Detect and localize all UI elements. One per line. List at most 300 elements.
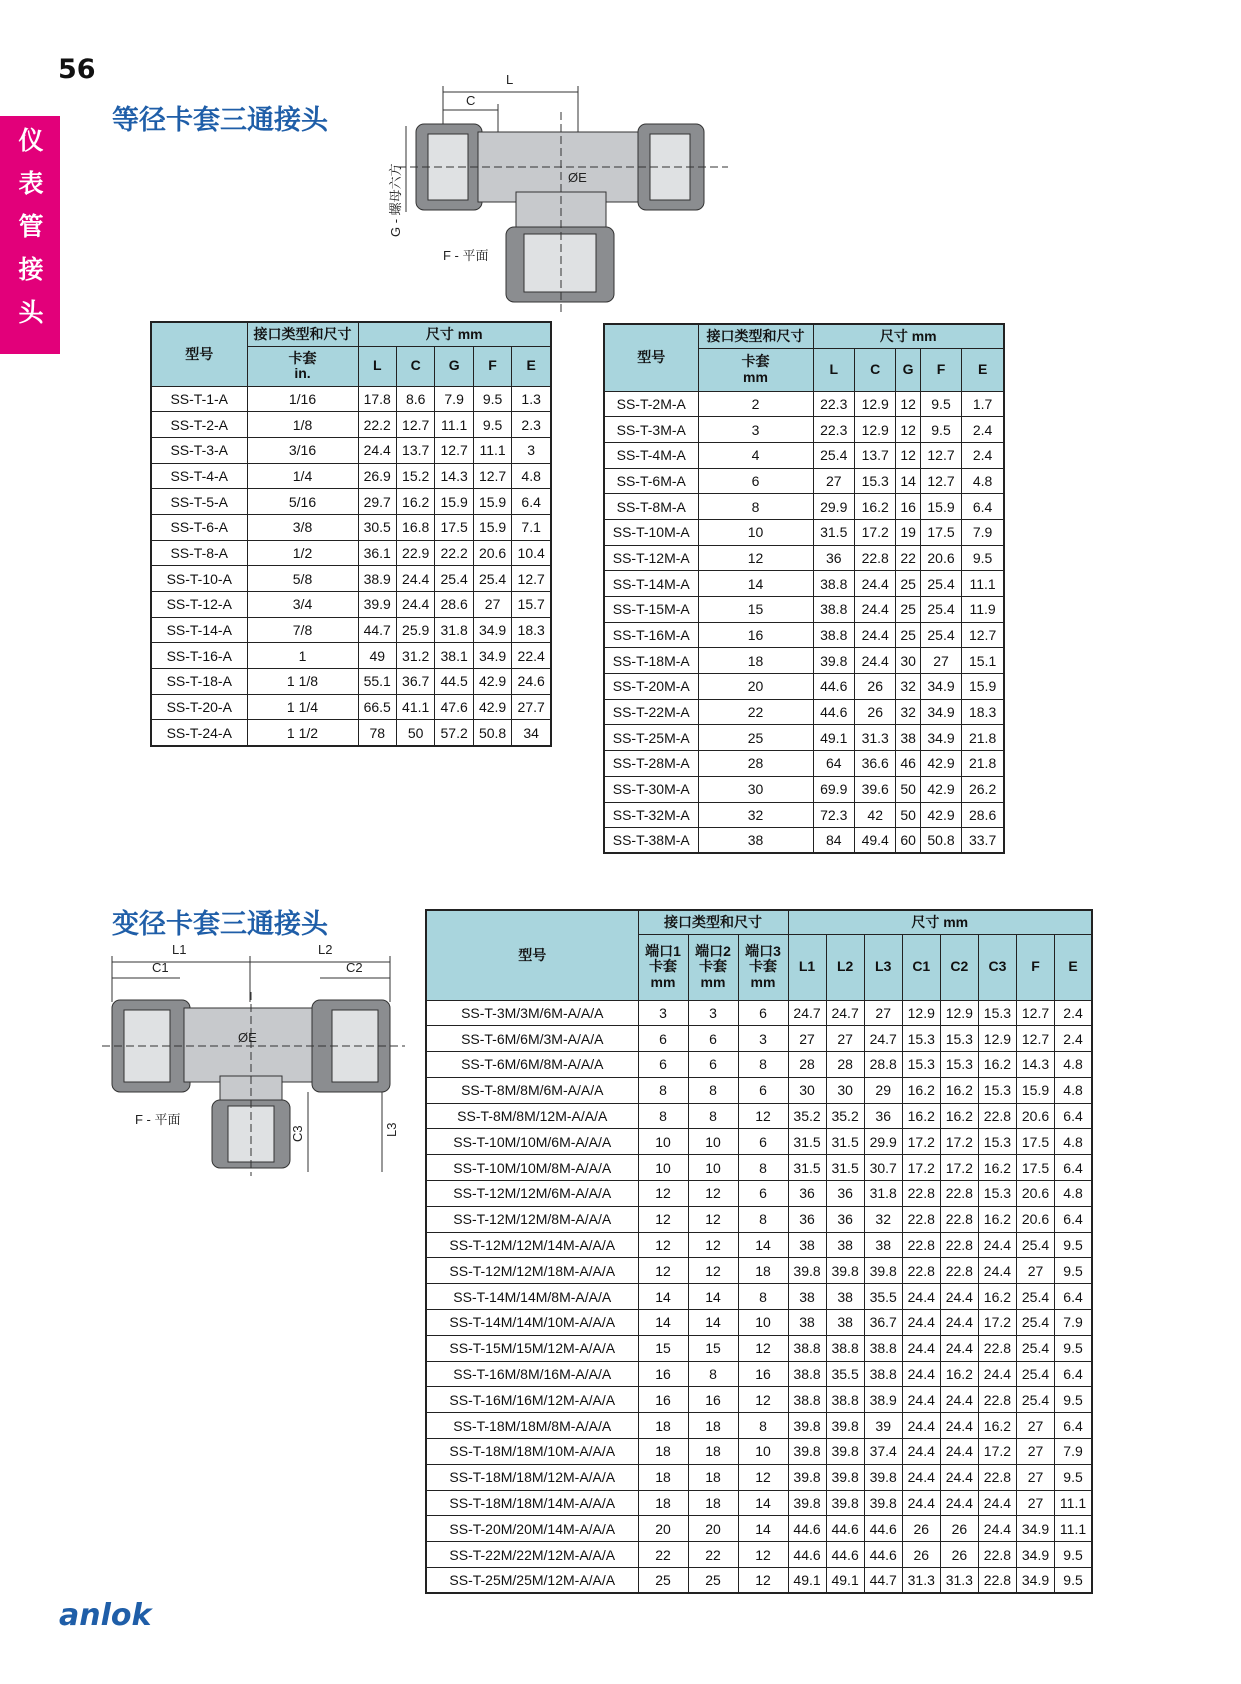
cell-value: 39.8 [788,1413,826,1439]
cell-value: 29 [864,1077,902,1103]
col-port3-line: mm [750,973,776,990]
cell-value: 38.8 [813,622,854,648]
side-tab-char: 头 [18,298,44,327]
cell-value: 36 [826,1206,864,1232]
cell-value: 27 [1016,1413,1054,1439]
cell-value: 24.4 [902,1335,940,1361]
cell-value: 50.8 [920,828,961,854]
cell-value: 25.4 [435,566,473,592]
cell-value: 47.6 [435,694,473,720]
cell-value: 22.9 [396,540,434,566]
cell-value: 39.8 [788,1439,826,1465]
col-F: F [920,348,961,391]
cell-value: 24.4 [358,437,396,463]
section1-title: 等径卡套三通接头 [112,105,328,136]
cell-value: 12.7 [920,442,961,468]
cell-model: SS-T-2-A [151,412,247,438]
col-port1 [638,934,688,1000]
col-C1: C1 [902,934,940,1000]
cell-value: 22.3 [813,417,854,443]
cell-value: 16.2 [854,494,895,520]
cell-value: 16.2 [902,1077,940,1103]
cell-value: 12 [638,1206,688,1232]
cell-model: SS-T-6M/6M/8M-A/A/A [426,1052,638,1078]
cell-value: 44.6 [813,674,854,700]
cell-value: 38.8 [826,1335,864,1361]
cell-value: 24.4 [940,1413,978,1439]
col-iface: 接口类型和尺寸 [698,324,813,348]
col-L1: L1 [788,934,826,1000]
col-port3 [738,934,788,1000]
cell-value: 6 [688,1052,738,1078]
cell-value: 2.4 [962,442,1004,468]
cell-value: 35.5 [864,1284,902,1310]
cell-value: 24.4 [854,648,895,674]
cell-model: SS-T-3-A [151,437,247,463]
col-iface: 接口类型和尺寸 [247,322,358,346]
cell-value: 16.2 [978,1413,1016,1439]
table-row [426,1310,1092,1336]
cell-value: 12 [638,1232,688,1258]
cell-value: 14.3 [1016,1052,1054,1078]
cell-value: 20 [688,1516,738,1542]
cell-value: 31.5 [813,519,854,545]
cell-value: 24.4 [978,1258,1016,1284]
cell-model: SS-T-12M/12M/18M-A/A/A [426,1258,638,1284]
table-row [604,622,1004,648]
col-E: E [512,346,551,386]
cell-model: SS-T-12-A [151,592,247,618]
col-dims: 尺寸 mm [813,324,1004,348]
cell-value: 16 [698,622,813,648]
cell-value: 60 [896,828,920,854]
cell-value: 36.1 [358,540,396,566]
cell-value: 36 [826,1181,864,1207]
cell-model: SS-T-4M-A [604,442,698,468]
cell-value: 6 [638,1026,688,1052]
cell-value: 12.7 [1016,1026,1054,1052]
cell-value: 12 [698,545,813,571]
cell-value: 2.4 [1055,1000,1092,1026]
table-row [151,463,551,489]
cell-value: 38.1 [435,643,473,669]
equal-tee-mm-table [603,323,1005,854]
cell-value: 27 [1016,1464,1054,1490]
cell-value: 22 [638,1542,688,1568]
cell-value: 27 [788,1026,826,1052]
cell-value: 2.4 [1055,1026,1092,1052]
cell-value: 49.4 [854,828,895,854]
cell-value: 24.4 [396,592,434,618]
cell-value: 32 [896,674,920,700]
cell-value: 26.9 [358,463,396,489]
cell-value: 50 [396,720,434,746]
table-row [426,1361,1092,1387]
cell-value: 38 [826,1310,864,1336]
cell-value: 25.4 [1016,1335,1054,1361]
cell-value: 12 [688,1232,738,1258]
cell-value: 8 [738,1052,788,1078]
cell-value: 34 [512,720,551,746]
col-F: F [1016,934,1054,1000]
cell-value: 12.9 [854,417,895,443]
col-port3-line: 端口3 [745,942,781,959]
dim-L1: L1 [172,942,187,957]
cell-value: 31.3 [854,725,895,751]
cell-value: 16.2 [396,489,434,515]
col-E: E [1055,934,1092,1000]
cell-value: 9.5 [1055,1542,1092,1568]
cell-value: 15.9 [435,489,473,515]
cell-value: 8 [698,494,813,520]
cell-value: 36 [788,1206,826,1232]
cell-value: 4.8 [1055,1181,1092,1207]
cell-value: 25.4 [473,566,511,592]
cell-value: 9.5 [962,545,1004,571]
col-port2-line: mm [700,973,726,990]
cell-value: 24.4 [396,566,434,592]
cell-value: 22.8 [978,1568,1016,1594]
cell-value: 17.5 [435,514,473,540]
col-F: F [473,346,511,386]
col-G: G [896,348,920,391]
cell-value: 38.8 [826,1387,864,1413]
cell-value: 20.6 [920,545,961,571]
table-row [151,643,551,669]
cell-value: 18 [638,1490,688,1516]
cell-value: 24.4 [978,1361,1016,1387]
cell-value: 34.9 [473,617,511,643]
cell-value: 26 [940,1542,978,1568]
table-row [604,417,1004,443]
cell-value: 16.2 [978,1052,1016,1078]
cell-value: 36 [788,1181,826,1207]
cell-value: 66.5 [358,694,396,720]
col-port1-line: mm [650,973,676,990]
cell-value: 27 [1016,1439,1054,1465]
cell-value: 6.4 [1055,1103,1092,1129]
cell-value: 4.8 [1055,1129,1092,1155]
cell-value: 10 [688,1155,738,1181]
cell-value: 16.8 [396,514,434,540]
cell-value: 3/8 [247,514,358,540]
col-port3-line: 卡套 [749,958,777,975]
cell-value: 28 [826,1052,864,1078]
cell-value: 24.4 [940,1310,978,1336]
cell-value: 6.4 [512,489,551,515]
cell-value: 28.6 [962,802,1004,828]
cell-value: 24.4 [854,597,895,623]
table-row [426,1335,1092,1361]
cell-value: 30 [698,776,813,802]
cell-model: SS-T-18M/18M/12M-A/A/A [426,1464,638,1490]
cell-model: SS-T-8M/8M/12M-A/A/A [426,1103,638,1129]
cell-model: SS-T-22M/22M/12M-A/A/A [426,1542,638,1568]
col-model: 型号 [426,910,638,1000]
cell-value: 15.3 [978,1181,1016,1207]
table-row [151,617,551,643]
col-L: L [358,346,396,386]
cell-model: SS-T-18M/18M/10M-A/A/A [426,1439,638,1465]
cell-value: 42.9 [920,776,961,802]
cell-value: 3 [698,417,813,443]
col-dims: 尺寸 mm [358,322,551,346]
cell-model: SS-T-16-A [151,643,247,669]
cell-value: 1 [247,643,358,669]
cell-value: 24.4 [940,1335,978,1361]
cell-value: 42.9 [473,694,511,720]
cell-value: 44.6 [813,699,854,725]
cell-value: 27 [1016,1258,1054,1284]
cell-value: 36.7 [864,1310,902,1336]
cell-value: 9.5 [1055,1335,1092,1361]
cell-value: 12 [738,1464,788,1490]
cell-value: 16 [688,1387,738,1413]
cell-value: 18 [638,1439,688,1465]
table-row [604,648,1004,674]
cell-value: 35.2 [826,1103,864,1129]
cell-value: 22.8 [978,1103,1016,1129]
table-row [426,1413,1092,1439]
cell-value: 24.4 [902,1284,940,1310]
cell-value: 44.7 [864,1568,902,1594]
cell-value: 49.1 [813,725,854,751]
cell-value: 12 [638,1181,688,1207]
cell-value: 25 [896,597,920,623]
cell-value: 17.5 [1016,1155,1054,1181]
cell-value: 8 [738,1206,788,1232]
cell-model: SS-T-18M/18M/8M-A/A/A [426,1413,638,1439]
cell-value: 24.4 [940,1284,978,1310]
cell-model: SS-T-15M-A [604,597,698,623]
cell-value: 22.8 [940,1181,978,1207]
cell-value: 39.8 [788,1490,826,1516]
cell-value: 25.4 [1016,1361,1054,1387]
cell-value: 11.1 [435,412,473,438]
cell-value: 31.8 [864,1181,902,1207]
cell-model: SS-T-20M/20M/14M-A/A/A [426,1516,638,1542]
cell-value: 39.8 [864,1464,902,1490]
cell-value: 38 [788,1284,826,1310]
cell-value: 22.2 [435,540,473,566]
cell-value: 30 [896,648,920,674]
cell-value: 44.6 [864,1516,902,1542]
cell-value: 38.9 [358,566,396,592]
cell-value: 14 [638,1310,688,1336]
cell-value: 10.4 [512,540,551,566]
cell-value: 4.8 [512,463,551,489]
reducing-tee-diagram [100,942,410,1178]
cell-value: 16 [896,494,920,520]
cell-value: 11.1 [473,437,511,463]
cell-value: 22.8 [902,1206,940,1232]
side-tab-char: 表 [18,169,44,198]
cell-value: 29.9 [813,494,854,520]
cell-value: 24.4 [902,1464,940,1490]
cell-value: 12 [738,1335,788,1361]
cell-value: 18 [738,1258,788,1284]
cell-value: 12 [896,442,920,468]
cell-value: 24.4 [978,1516,1016,1542]
col-model: 型号 [151,322,247,386]
table-row [604,468,1004,494]
table-row [426,1439,1092,1465]
cell-value: 38.8 [788,1387,826,1413]
equal-tee-diagram [388,72,738,318]
dim-C3: C3 [290,1125,305,1142]
col-ferrule [247,346,358,386]
cell-value: 12 [738,1542,788,1568]
cell-value: 25.4 [1016,1284,1054,1310]
cell-value: 4.8 [1055,1052,1092,1078]
cell-value: 26 [902,1516,940,1542]
cell-model: SS-T-12M-A [604,545,698,571]
col-port2-line: 端口2 [695,942,731,959]
cell-value: 11.1 [962,571,1004,597]
ferrule-label: 卡套 [741,353,770,370]
cell-value: 29.9 [864,1129,902,1155]
cell-value: 12.7 [396,412,434,438]
cell-value: 26 [854,674,895,700]
table-row [151,669,551,695]
dim-L2: L2 [318,942,333,957]
brand-logo: anlok [59,1598,152,1633]
cell-model: SS-T-32M-A [604,802,698,828]
cell-value: 34.9 [920,674,961,700]
cell-value: 39.8 [788,1464,826,1490]
table-row [604,545,1004,571]
cell-value: 9.5 [920,417,961,443]
cell-value: 39.8 [826,1464,864,1490]
cell-value: 15.3 [978,1077,1016,1103]
cell-value: 15.9 [473,489,511,515]
cell-model: SS-T-5-A [151,489,247,515]
cell-value: 24.4 [902,1439,940,1465]
cell-model: SS-T-12M/12M/14M-A/A/A [426,1232,638,1258]
table-row [604,751,1004,777]
cell-value: 18 [638,1464,688,1490]
cell-value: 24.4 [854,622,895,648]
cell-value: 27 [864,1000,902,1026]
cell-value: 30 [788,1077,826,1103]
cell-value: 15 [688,1335,738,1361]
cell-value: 15.3 [978,1129,1016,1155]
unit-in: in. [294,365,311,381]
cell-value: 6.4 [1055,1361,1092,1387]
cell-value: 17.2 [940,1155,978,1181]
cell-value: 15.9 [962,674,1004,700]
cell-value: 12 [738,1103,788,1129]
table-row [426,1077,1092,1103]
cell-value: 6 [738,1129,788,1155]
cell-value: 6.4 [1055,1206,1092,1232]
cell-value: 25 [896,571,920,597]
cell-value: 15.3 [902,1026,940,1052]
cell-value: 25.4 [1016,1387,1054,1413]
cell-value: 22.8 [902,1258,940,1284]
cell-value: 14 [698,571,813,597]
cell-model: SS-T-10M-A [604,519,698,545]
cell-value: 9.5 [1055,1232,1092,1258]
table-row [151,540,551,566]
side-tab [0,116,60,354]
cell-value: 13.7 [396,437,434,463]
cell-value: 8 [688,1361,738,1387]
cell-value: 31.5 [788,1155,826,1181]
cell-value: 25 [896,622,920,648]
table-row [604,571,1004,597]
cell-value: 22.8 [854,545,895,571]
col-C2: C2 [940,934,978,1000]
cell-value: 38.8 [813,597,854,623]
cell-value: 49.1 [826,1568,864,1594]
cell-value: 49.1 [788,1568,826,1594]
cell-value: 39.8 [826,1490,864,1516]
cell-value: 30.7 [864,1155,902,1181]
table-row [426,1000,1092,1026]
col-port2 [688,934,738,1000]
table-row [426,1490,1092,1516]
col-L: L [813,348,854,391]
cell-value: 13.7 [854,442,895,468]
cell-value: 3/4 [247,592,358,618]
col-C3: C3 [978,934,1016,1000]
table-row [426,1387,1092,1413]
cell-value: 25.4 [1016,1232,1054,1258]
cell-value: 7/8 [247,617,358,643]
table-row [426,1155,1092,1181]
cell-value: 4.8 [962,468,1004,494]
cell-value: 39.8 [826,1413,864,1439]
cell-value: 24.7 [788,1000,826,1026]
cell-value: 57.2 [435,720,473,746]
cell-value: 2.4 [962,417,1004,443]
col-model: 型号 [604,324,698,391]
cell-model: SS-T-16M/8M/16M-A/A/A [426,1361,638,1387]
cell-value: 1 1/8 [247,669,358,695]
cell-value: 3 [688,1000,738,1026]
cell-value: 24.4 [902,1361,940,1387]
cell-model: SS-T-18-A [151,669,247,695]
cell-value: 16 [738,1361,788,1387]
cell-value: 6 [738,1000,788,1026]
cell-value: 7.9 [1055,1310,1092,1336]
cell-value: 15.3 [902,1052,940,1078]
cell-value: 34.9 [920,725,961,751]
table-row [151,514,551,540]
cell-value: 18 [688,1413,738,1439]
table-row [426,1464,1092,1490]
cell-value: 24.4 [940,1464,978,1490]
cell-value: 9.5 [1055,1387,1092,1413]
cell-value: 15 [698,597,813,623]
cell-value: 12 [896,417,920,443]
cell-value: 17.5 [1016,1129,1054,1155]
side-tab-char: 管 [18,212,44,241]
dim-E: ØE [568,170,587,185]
cell-value: 24.4 [978,1490,1016,1516]
cell-value: 14 [688,1284,738,1310]
cell-value: 26 [902,1542,940,1568]
cell-value: 14 [688,1310,738,1336]
cell-value: 8 [738,1284,788,1310]
cell-value: 12 [738,1568,788,1594]
cell-value: 38.8 [788,1335,826,1361]
cell-value: 37.4 [864,1439,902,1465]
cell-model: SS-T-25M-A [604,725,698,751]
cell-value: 9.5 [1055,1568,1092,1594]
cell-value: 27 [813,468,854,494]
